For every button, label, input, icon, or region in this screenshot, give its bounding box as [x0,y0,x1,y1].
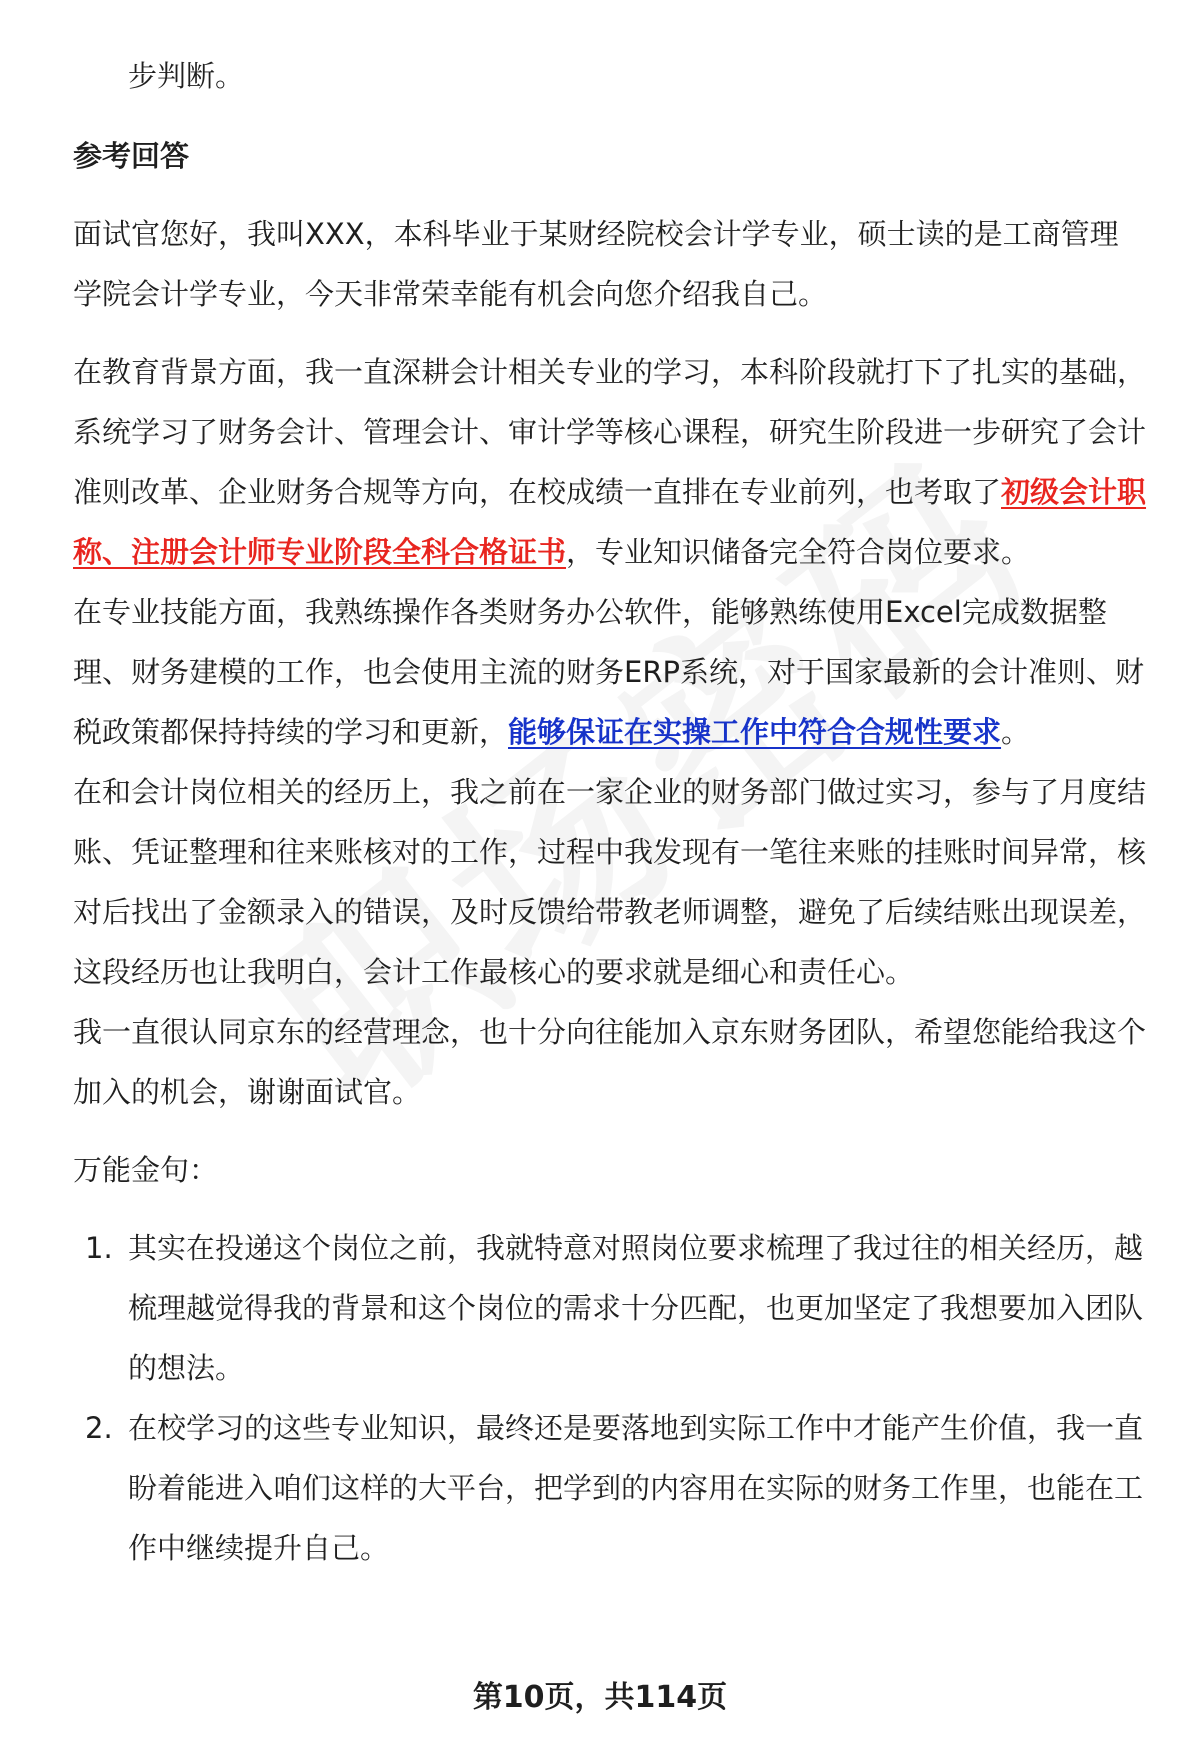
paragraph-closing: 我一直很认同京东的经营理念，也十分向往能加入京东财务团队，希望您能给我这个加入的机会，谢谢面试官。 [73,1015,1147,1109]
list-item [73,1218,1147,1398]
education-highlight: 初级会计职称、注册会计师专业阶段全科合格证书 [73,475,1147,569]
skills-text-before: 在专业技能方面，我熟练操作各类财务办公软件，能够熟练使用Excel完成数据整理、财务建模的工作，也会使用主流的财务ERP系统，对于国家最新的会计准则、财税政策都保持持续的学习和更新， [73,595,1144,749]
skills-highlight: 能够保证在实操工作中符合合规性要求 [508,715,1002,749]
education-text-before: 在教育背景方面，我一直深耕会计相关专业的学习，本科阶段就打下了扎实的基础，系统学习了财务会计、管理会计、审计学等核心课程，研究生阶段进一步研究了会计准则改革、企业财务合规等方向，在校成绩一直排在专业前列，也考取了 [73,355,1147,509]
section-heading: 参考回答 [73,139,190,173]
list-number: 1. [85,1231,113,1265]
page-content [73,46,1147,1578]
skills-text-after: 。 [1001,715,1031,749]
paragraph-intro: 面试官您好，我叫XXX，本科毕业于某财经院校会计学专业，硕士读的是工商管理学院会计学专业，今天非常荣幸能有机会向您介绍我自己。 [73,217,1119,311]
list-text: 在校学习的这些专业知识，最终还是要落地到实际工作中才能产生价值，我一直盼着能进入咱们这样的大平台，把学到的内容用在实际的财务工作里，也能在工作中继续提升自己。 [128,1411,1144,1565]
paragraph-experience: 在和会计岗位相关的经历上，我之前在一家企业的财务部门做过实习，参与了月度结账、凭证整理和往来账核对的工作，过程中我发现有一笔往来账的挂账时间异常，核对后找出了金额录入的错误，及时反馈给带教老师调整，避免了后续结账出现误差，这段经历也让我明白，会计工作最核心的要求就是细心和责任心。 [73,775,1147,989]
list-item [73,1398,1147,1578]
golden-title: 万能金句： [73,1153,219,1187]
paragraph-education [73,342,1147,582]
paragraph-skills [73,582,1147,762]
list-number: 2. [85,1411,113,1445]
continuation-text: 步判断。 [128,59,245,93]
education-text-after: ，专业知识储备完全符合岗位要求。 [566,535,1031,569]
list-text: 其实在投递这个岗位之前，我就特意对照岗位要求梳理了我过往的相关经历，越梳理越觉得我的背景和这个岗位的需求十分匹配，也更加坚定了我想要加入团队的想法。 [128,1231,1144,1385]
golden-list [73,1218,1147,1578]
page-footer: 第10页，共114页 [472,1680,728,1715]
